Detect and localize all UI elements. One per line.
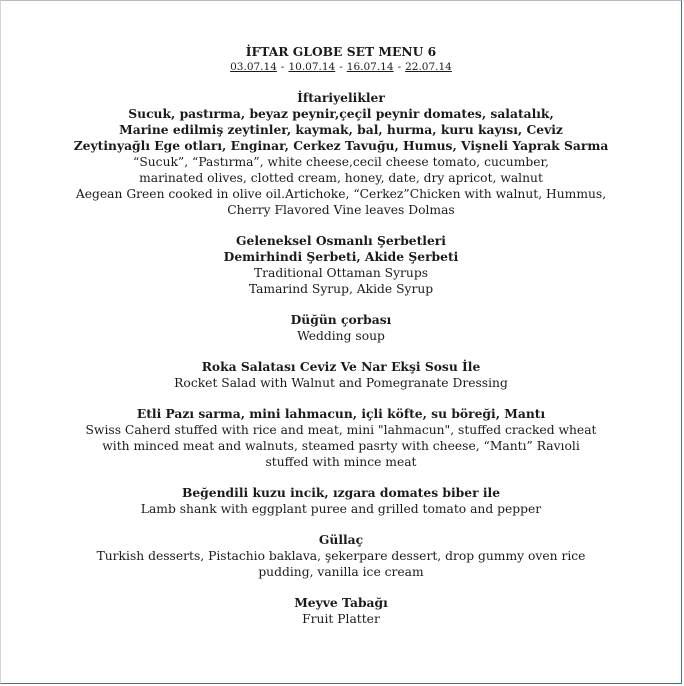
date-item: 03.07.14 bbox=[230, 61, 277, 73]
section-item-en: Tamarind Syrup, Akide Syrup bbox=[248, 282, 434, 296]
date-item: 10.07.14 bbox=[288, 61, 336, 73]
section-item-en: Aegean Green cooked in olive oil.Artichoke, “Cerkez”Chicken with walnut, Hummus, bbox=[75, 187, 607, 201]
date-item: 16.07.14 bbox=[346, 61, 394, 73]
section-heading: İftariyelikler bbox=[297, 90, 385, 105]
section-item-tr: Demirhindi Şerbeti, Akide Şerbeti bbox=[223, 249, 459, 264]
menu-section-iftariyelikler bbox=[1, 90, 681, 218]
menu-section-main bbox=[1, 485, 681, 517]
section-item-en: Swiss Caherd stuffed with rice and meat, mini "lahmacun", stuffed cracked wheat with minced meat and walnuts, steamed pasrty with cheese, “Mantı” Ravıoli stuffed with mince meat bbox=[85, 423, 597, 469]
section-item-tr: Marine edilmiş zeytinler, kaymak, bal, hurma, kuru kayısı, Ceviz bbox=[119, 122, 563, 137]
section-item-en: Traditional Ottaman Syrups bbox=[253, 266, 429, 280]
date-separator: - bbox=[280, 61, 285, 73]
section-item-en: Rocket Salad with Walnut and Pomegranate Dressing bbox=[174, 376, 508, 390]
menu-section-soup bbox=[1, 312, 681, 344]
section-heading: Etli Pazı sarma, mini lahmacun, içli köfte, su böreği, Mantı bbox=[136, 406, 546, 421]
section-heading: Düğün çorbası bbox=[290, 312, 392, 327]
menu-section-fruit bbox=[1, 595, 681, 627]
menu-section-dessert bbox=[1, 532, 681, 580]
menu-dates bbox=[1, 60, 681, 74]
section-item-en: marinated olives, clotted cream, honey, date, dry apricot, walnut bbox=[139, 171, 543, 185]
menu-section-starters bbox=[1, 406, 681, 470]
section-item-tr: Sucuk, pastırma, beyaz peynir,çeçil peynir domates, salatalık, bbox=[128, 106, 554, 121]
date-separator: - bbox=[397, 61, 402, 73]
date-item: 22.07.14 bbox=[405, 61, 452, 73]
section-heading: Meyve Tabağı bbox=[294, 595, 388, 610]
section-heading: Roka Salatası Ceviz Ve Nar Ekşi Sosu İle bbox=[201, 359, 481, 374]
menu-content bbox=[1, 44, 681, 642]
section-heading: Beğendili kuzu incik, ızgara domates biber ile bbox=[181, 485, 501, 500]
section-item-en: Fruit Platter bbox=[302, 612, 380, 626]
section-item-en: Cherry Flavored Vine leaves Dolmas bbox=[227, 203, 455, 217]
section-item-en: “Sucuk”, “Pastırma”, white cheese,cecil cheese tomato, cucumber, bbox=[133, 155, 549, 169]
date-separator: - bbox=[339, 61, 343, 73]
section-item-tr: Zeytinyağlı Ege otları, Enginar, Cerkez Tavuğu, Humus, Vişneli Yaprak Sarma bbox=[73, 138, 609, 153]
section-item-en: Wedding soup bbox=[297, 329, 385, 343]
section-heading: Güllaç bbox=[318, 532, 364, 547]
menu-section-salad bbox=[1, 359, 681, 391]
section-heading: Geleneksel Osmanlı Şerbetleri bbox=[236, 233, 446, 248]
menu-title: İFTAR GLOBE SET MENU 6 bbox=[245, 44, 437, 59]
menu-section-serbetler bbox=[1, 233, 681, 297]
section-item-en: Turkish desserts, Pistachio baklava, şekerpare dessert, drop gummy oven rice pudding, vanilla ice cream bbox=[96, 549, 586, 579]
section-item-en: Lamb shank with eggplant puree and grilled tomato and pepper bbox=[140, 502, 542, 516]
